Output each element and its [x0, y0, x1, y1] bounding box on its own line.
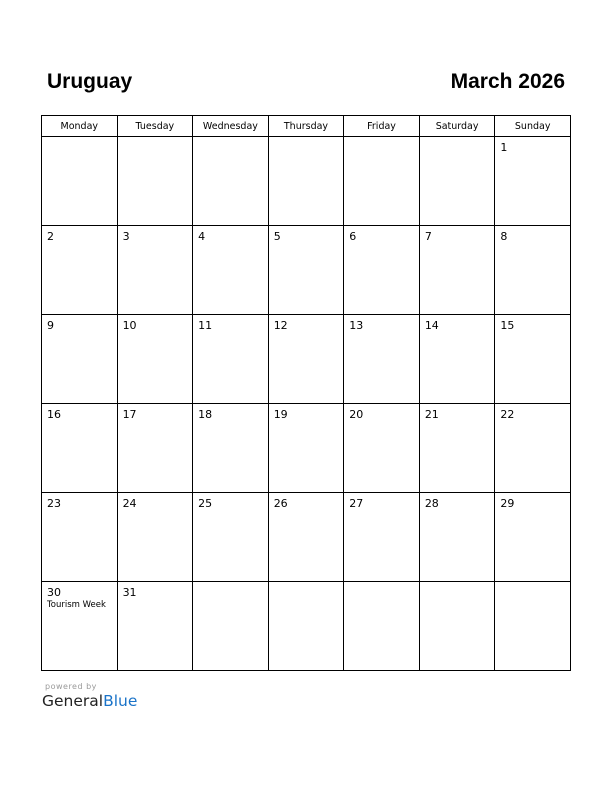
day-number: 22 [500, 408, 515, 421]
day-cell [193, 582, 269, 671]
day-number: 29 [500, 497, 515, 510]
day-number: 1 [500, 141, 508, 154]
holiday-label: Tourism Week [47, 600, 106, 610]
day-cell [42, 582, 118, 671]
day-number: 11 [198, 319, 213, 332]
calendar-grid [41, 115, 571, 671]
day-cell [42, 226, 118, 315]
day-cell [193, 315, 269, 404]
week-row [42, 315, 571, 404]
day-number: 24 [122, 497, 137, 510]
day-number: 10 [122, 319, 137, 332]
day-number: 7 [424, 230, 432, 243]
day-cell [117, 315, 193, 404]
weekday-wednesday: Wednesday [193, 116, 269, 137]
day-cell [193, 226, 269, 315]
weekday-friday: Friday [344, 116, 420, 137]
week-row [42, 582, 571, 671]
day-cell [419, 404, 495, 493]
day-cell [117, 137, 193, 226]
brand-general: General [42, 692, 104, 710]
day-cell [268, 493, 344, 582]
day-cell [495, 493, 571, 582]
weekday-thursday: Thursday [268, 116, 344, 137]
day-number: 9 [47, 319, 54, 332]
week-row [42, 493, 571, 582]
day-number: 25 [198, 497, 213, 510]
day-number: 3 [122, 230, 130, 243]
weekday-monday: Monday [42, 116, 118, 137]
day-cell [419, 315, 495, 404]
day-cell [419, 582, 495, 671]
day-cell [268, 315, 344, 404]
day-number: 18 [198, 408, 213, 421]
day-cell [193, 137, 269, 226]
weekday-tuesday: Tuesday [117, 116, 193, 137]
day-cell [495, 315, 571, 404]
footer [42, 682, 137, 710]
powered-by-text: powered by [45, 682, 97, 691]
day-number: 13 [349, 319, 364, 332]
day-cell [495, 226, 571, 315]
day-number: 4 [198, 230, 206, 243]
day-number: 17 [122, 408, 137, 421]
weekday-sunday: Sunday [495, 116, 571, 137]
day-cell [419, 137, 495, 226]
day-number: 31 [122, 586, 137, 599]
day-number: 20 [349, 408, 364, 421]
day-cell [344, 137, 420, 226]
weekday-saturday: Saturday [419, 116, 495, 137]
day-cell [42, 493, 118, 582]
day-cell [419, 493, 495, 582]
week-row [42, 226, 571, 315]
day-cell [268, 226, 344, 315]
day-number: 16 [47, 408, 61, 421]
day-cell [117, 404, 193, 493]
day-number: 5 [273, 230, 281, 243]
day-number: 21 [424, 408, 439, 421]
day-cell [268, 404, 344, 493]
day-number: 26 [273, 497, 288, 510]
day-cell [268, 582, 344, 671]
day-cell [42, 137, 118, 226]
week-row [42, 404, 571, 493]
day-cell [344, 226, 420, 315]
day-number: 15 [500, 319, 515, 332]
day-number: 23 [47, 497, 61, 510]
brand-blue: Blue [103, 692, 138, 710]
day-number: 19 [273, 408, 288, 421]
day-cell [42, 315, 118, 404]
day-cell [344, 493, 420, 582]
day-number: 12 [273, 319, 288, 332]
day-cell [117, 582, 193, 671]
day-cell [495, 582, 571, 671]
day-cell [344, 404, 420, 493]
week-row [42, 137, 571, 226]
brand-logo[interactable] [42, 692, 137, 710]
day-number: 6 [349, 230, 357, 243]
day-number: 2 [47, 230, 54, 243]
country-title: Uruguay [47, 70, 133, 93]
day-cell [193, 493, 269, 582]
day-cell [42, 404, 118, 493]
day-cell [268, 137, 344, 226]
day-cell [495, 137, 571, 226]
day-cell [117, 493, 193, 582]
month-year-title: March 2026 [450, 70, 565, 93]
day-cell [117, 226, 193, 315]
day-number: 8 [500, 230, 508, 243]
day-cell [344, 582, 420, 671]
day-cell [495, 404, 571, 493]
day-cell [344, 315, 420, 404]
day-cell [193, 404, 269, 493]
day-number: 14 [424, 319, 439, 332]
day-number: 27 [349, 497, 364, 510]
day-number: 28 [424, 497, 439, 510]
day-number: 30 [47, 586, 61, 599]
day-cell [419, 226, 495, 315]
weekday-header-row [42, 116, 571, 137]
